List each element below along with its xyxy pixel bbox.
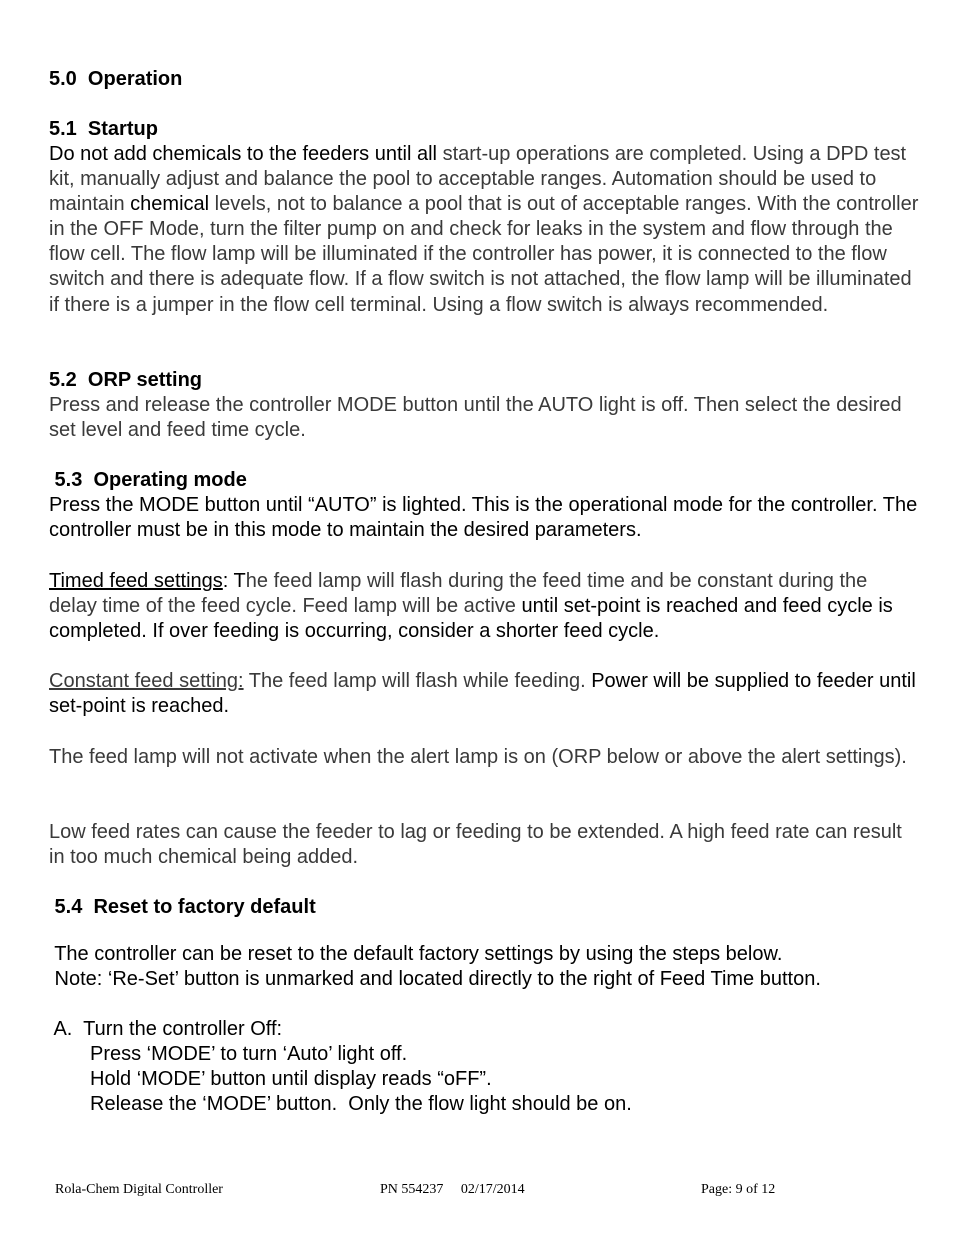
startup-text-d: levels, not to balance a pool that is out of acceptable ranges. With the controller in the OFF Mode, turn the filter pump on and check for leaks in the system and flow through the flow cell. The flow lamp will be illuminated if the controller has power, it is connected to the flow switch and there is adequate flow. If a flow switch is not attached, the flow lamp will be illuminated if there is a jumper in the flow cell terminal. Using a flow switch is always recommended.: [49, 193, 919, 316]
constant-feed-text-a: The feed lamp will flash while feeding.: [243, 670, 592, 692]
section-5-1-body: [49, 142, 919, 318]
section-5-4-heading: 5.4 Reset to factory default: [49, 896, 316, 918]
timed-feed-text-b: until set-point is reached and feed cycle is completed. If over feeding is occurring, consider a shorter feed cycle.: [49, 595, 893, 643]
section-5-3-heading: 5.3 Operating mode: [49, 469, 247, 491]
section-5-2-body: Press and release the controller MODE button until the AUTO light is off. Then select the desired set level and feed time cycle.: [49, 394, 902, 442]
section-5-3-body: Press the MODE button until “AUTO” is lighted. This is the operational mode for the controller. The controller must be in this mode to maintain the desired parameters.: [49, 494, 918, 542]
reset-intro-line-1: The controller can be reset to the default factory settings by using the steps below.: [49, 943, 783, 965]
step-a-instruction-1: Press ‘MODE’ to turn ‘Auto’ light off.: [90, 1043, 408, 1065]
startup-text-c: chemical: [130, 193, 210, 216]
step-a-title: A. Turn the controller Off:: [49, 1018, 283, 1040]
timed-feed-label: Timed feed settings: [49, 570, 223, 592]
timed-feed-paragraph: [49, 569, 919, 644]
constant-feed-text-b: Power will be supplied to feeder until set-point is reached.: [49, 670, 916, 718]
reset-intro-line-2: Note: ‘Re-Set’ button is unmarked and located directly to the right of Feed Time button.: [49, 968, 821, 990]
timed-feed-colon: : T: [222, 570, 246, 592]
constant-feed-label: Constant feed setting:: [49, 670, 244, 692]
section-5-2-heading: 5.2 ORP setting: [49, 369, 203, 391]
footer-document-title: Rola-Chem Digital Controller: [55, 1182, 223, 1197]
section-5-0-heading: 5.0 Operation: [49, 68, 183, 90]
step-a-instruction-3: Release the ‘MODE’ button. Only the flow light should be on.: [90, 1093, 632, 1115]
step-a-instruction-2: Hold ‘MODE’ button until display reads “oFF”.: [90, 1068, 492, 1090]
footer-part-number-date: PN 554237 02/17/2014: [380, 1182, 525, 1197]
feed-rate-note-paragraph: Low feed rates can cause the feeder to lag or feeding to be extended. A high feed rate can result in too much chemical being added.: [49, 821, 902, 869]
startup-text-b: start-up operations are completed. Using a DPD test kit, manually adjust and balance the pool to acceptable ranges. Automation should be used to maintain: [49, 143, 907, 216]
constant-feed-paragraph: [49, 669, 919, 719]
section-5-1-heading: 5.1 Startup: [49, 118, 158, 140]
startup-text-a: Do not add chemicals to the feeders until all: [49, 143, 443, 165]
alert-note-paragraph: The feed lamp will not activate when the alert lamp is on (ORP below or above the alert settings).: [49, 746, 907, 768]
footer-page-number: Page: 9 of 12: [701, 1182, 776, 1197]
timed-feed-text-a: he feed lamp will flash during the feed time and be constant during the delay time of the feed cycle. Feed lamp will be active: [49, 570, 868, 618]
